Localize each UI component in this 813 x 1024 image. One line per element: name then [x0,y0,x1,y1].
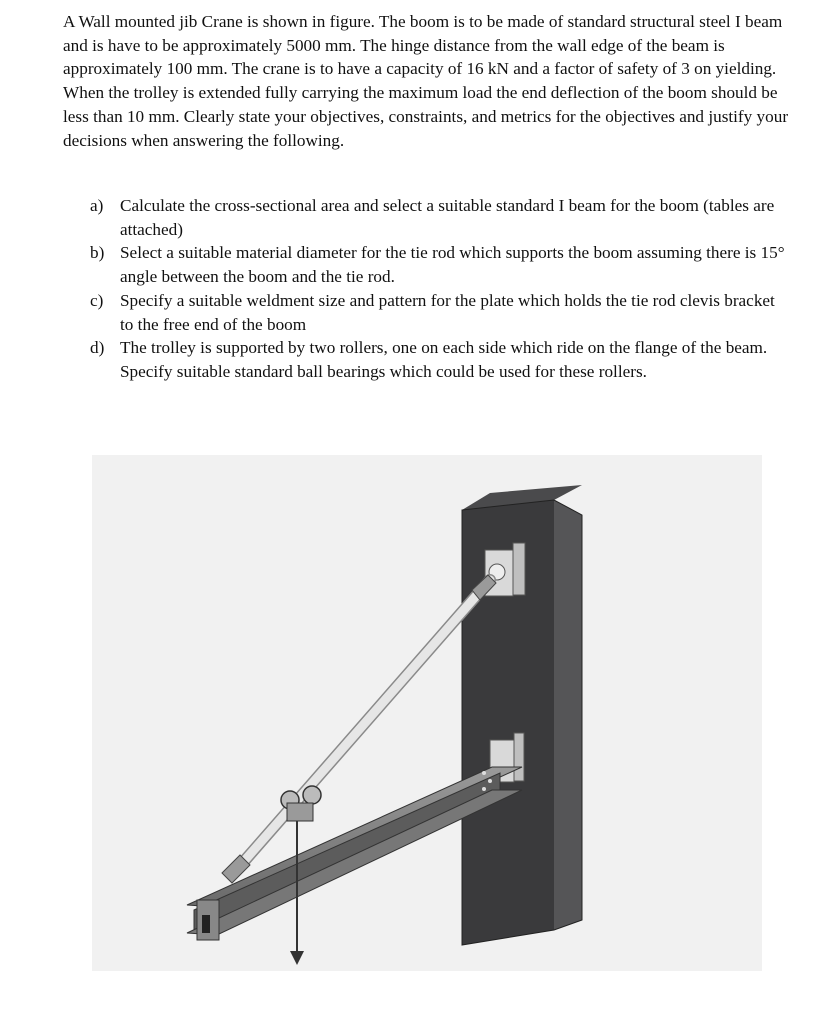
trolley-roller-right [303,786,321,804]
task-text: The trolley is supported by two rollers, one on each side which ride on the flange of the beam. Specify suitable standard ball bearings which could be used for these rollers. [120,338,768,381]
hook-arrow [290,951,304,965]
intro-paragraph: A Wall mounted jib Crane is shown in figure. The boom is to be made of standard structural steel I beam and is have to be approximately 5000 mm. The hinge distance from the wall edge of the beam is approximately 100 mm. The crane is to have a capacity of 16 kN and a factor of safety of 3 on yielding. When the trolley is extended fully carrying the maximum load the end deflection of the boom should be less than 10 mm. Clearly state your objectives, constraints, and metrics for the objectives and justify your decisions when answering the following. [63,12,789,150]
jib-crane-figure [92,455,762,971]
task-item-c [90,289,790,336]
jib-crane-illustration [92,455,762,971]
task-letter: a) [90,196,104,215]
wall-side [554,500,582,930]
task-list [90,194,790,384]
task-text: Select a suitable material diameter for the tie rod which supports the boom assuming there is 15° angle between the boom and the tie rod. [120,243,785,287]
task-letter: d) [90,338,105,358]
task-text: Calculate the cross-sectional area and select a suitable standard I beam for the boom (tables are attached) [120,196,775,239]
task-item-b [90,241,790,288]
task-item-d [90,336,790,383]
task-letter: b) [90,243,105,263]
task-text: Specify a suitable weldment size and pattern for the plate which holds the tie rod clevis bracket to the free end of the boom [120,290,775,334]
task-letter: c) [90,290,104,310]
task-item-a [90,194,790,241]
